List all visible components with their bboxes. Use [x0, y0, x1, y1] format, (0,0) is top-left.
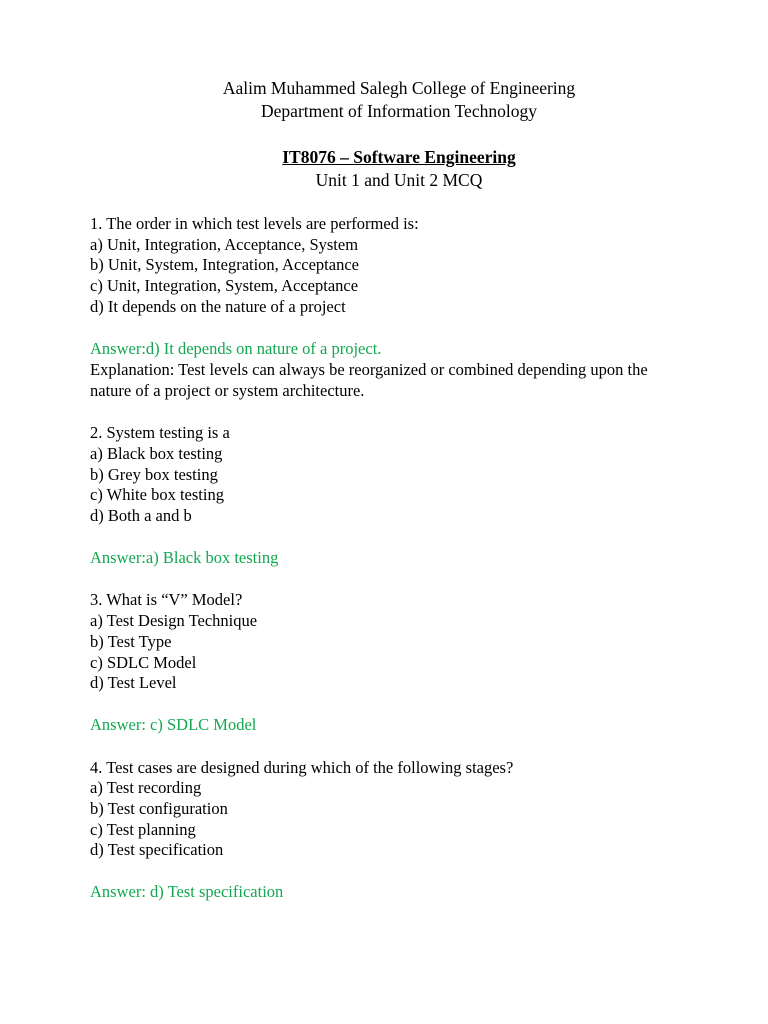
document-header — [90, 77, 708, 192]
option-a: a) Black box testing — [90, 443, 223, 463]
option-d: d) It depends on the nature of a project — [90, 296, 346, 316]
option-d: d) Both a and b — [90, 506, 192, 526]
department-name: Department of Information Technology — [261, 101, 537, 121]
option-d: d) Test Level — [90, 673, 177, 693]
option-d: d) Test specification — [90, 840, 224, 860]
option-b: b) Grey box testing — [90, 464, 218, 484]
option-a: a) Test recording — [90, 778, 202, 798]
question-text: 1. The order in which test levels are performed is: — [90, 214, 419, 233]
document-subtitle: Unit 1 and Unit 2 MCQ — [315, 170, 483, 190]
option-list — [90, 611, 708, 694]
option-b: b) Test Type — [90, 631, 172, 651]
option-b: b) Test configuration — [90, 799, 228, 819]
option-c: c) White box testing — [90, 485, 224, 505]
answer-text: Answer: c) SDLC Model — [90, 714, 257, 734]
option-c: c) Test planning — [90, 819, 196, 839]
option-c: c) Unit, Integration, System, Acceptance — [90, 276, 359, 296]
option-list — [90, 235, 708, 318]
question-block-3 — [90, 590, 708, 735]
course-title: IT8076 – Software Engineering — [282, 147, 516, 167]
explanation-text: Explanation: Test levels can always be reorganized or combined depending upon the nature of a project or system architecture. — [90, 360, 648, 401]
option-a: a) Unit, Integration, Acceptance, System — [90, 234, 359, 254]
answer-text: Answer:d) It depends on nature of a project. — [90, 338, 382, 358]
answer-text: Answer: d) Test specification — [90, 882, 284, 902]
question-block-2 — [90, 423, 708, 568]
option-a: a) Test Design Technique — [90, 611, 258, 631]
question-text: 4. Test cases are designed during which of the following stages? — [90, 757, 514, 777]
answer-text: Answer:a) Black box testing — [90, 547, 279, 567]
option-c: c) SDLC Model — [90, 652, 197, 672]
question-block-4 — [90, 758, 708, 903]
question-text: 3. What is “V” Model? — [90, 590, 243, 610]
question-text: 2. System testing is a — [90, 423, 230, 443]
option-list — [90, 778, 708, 861]
option-b: b) Unit, System, Integration, Acceptance — [90, 255, 359, 275]
college-name: Aalim Muhammed Salegh College of Engineering — [222, 78, 576, 98]
option-list — [90, 444, 708, 527]
question-block-1 — [90, 214, 708, 401]
